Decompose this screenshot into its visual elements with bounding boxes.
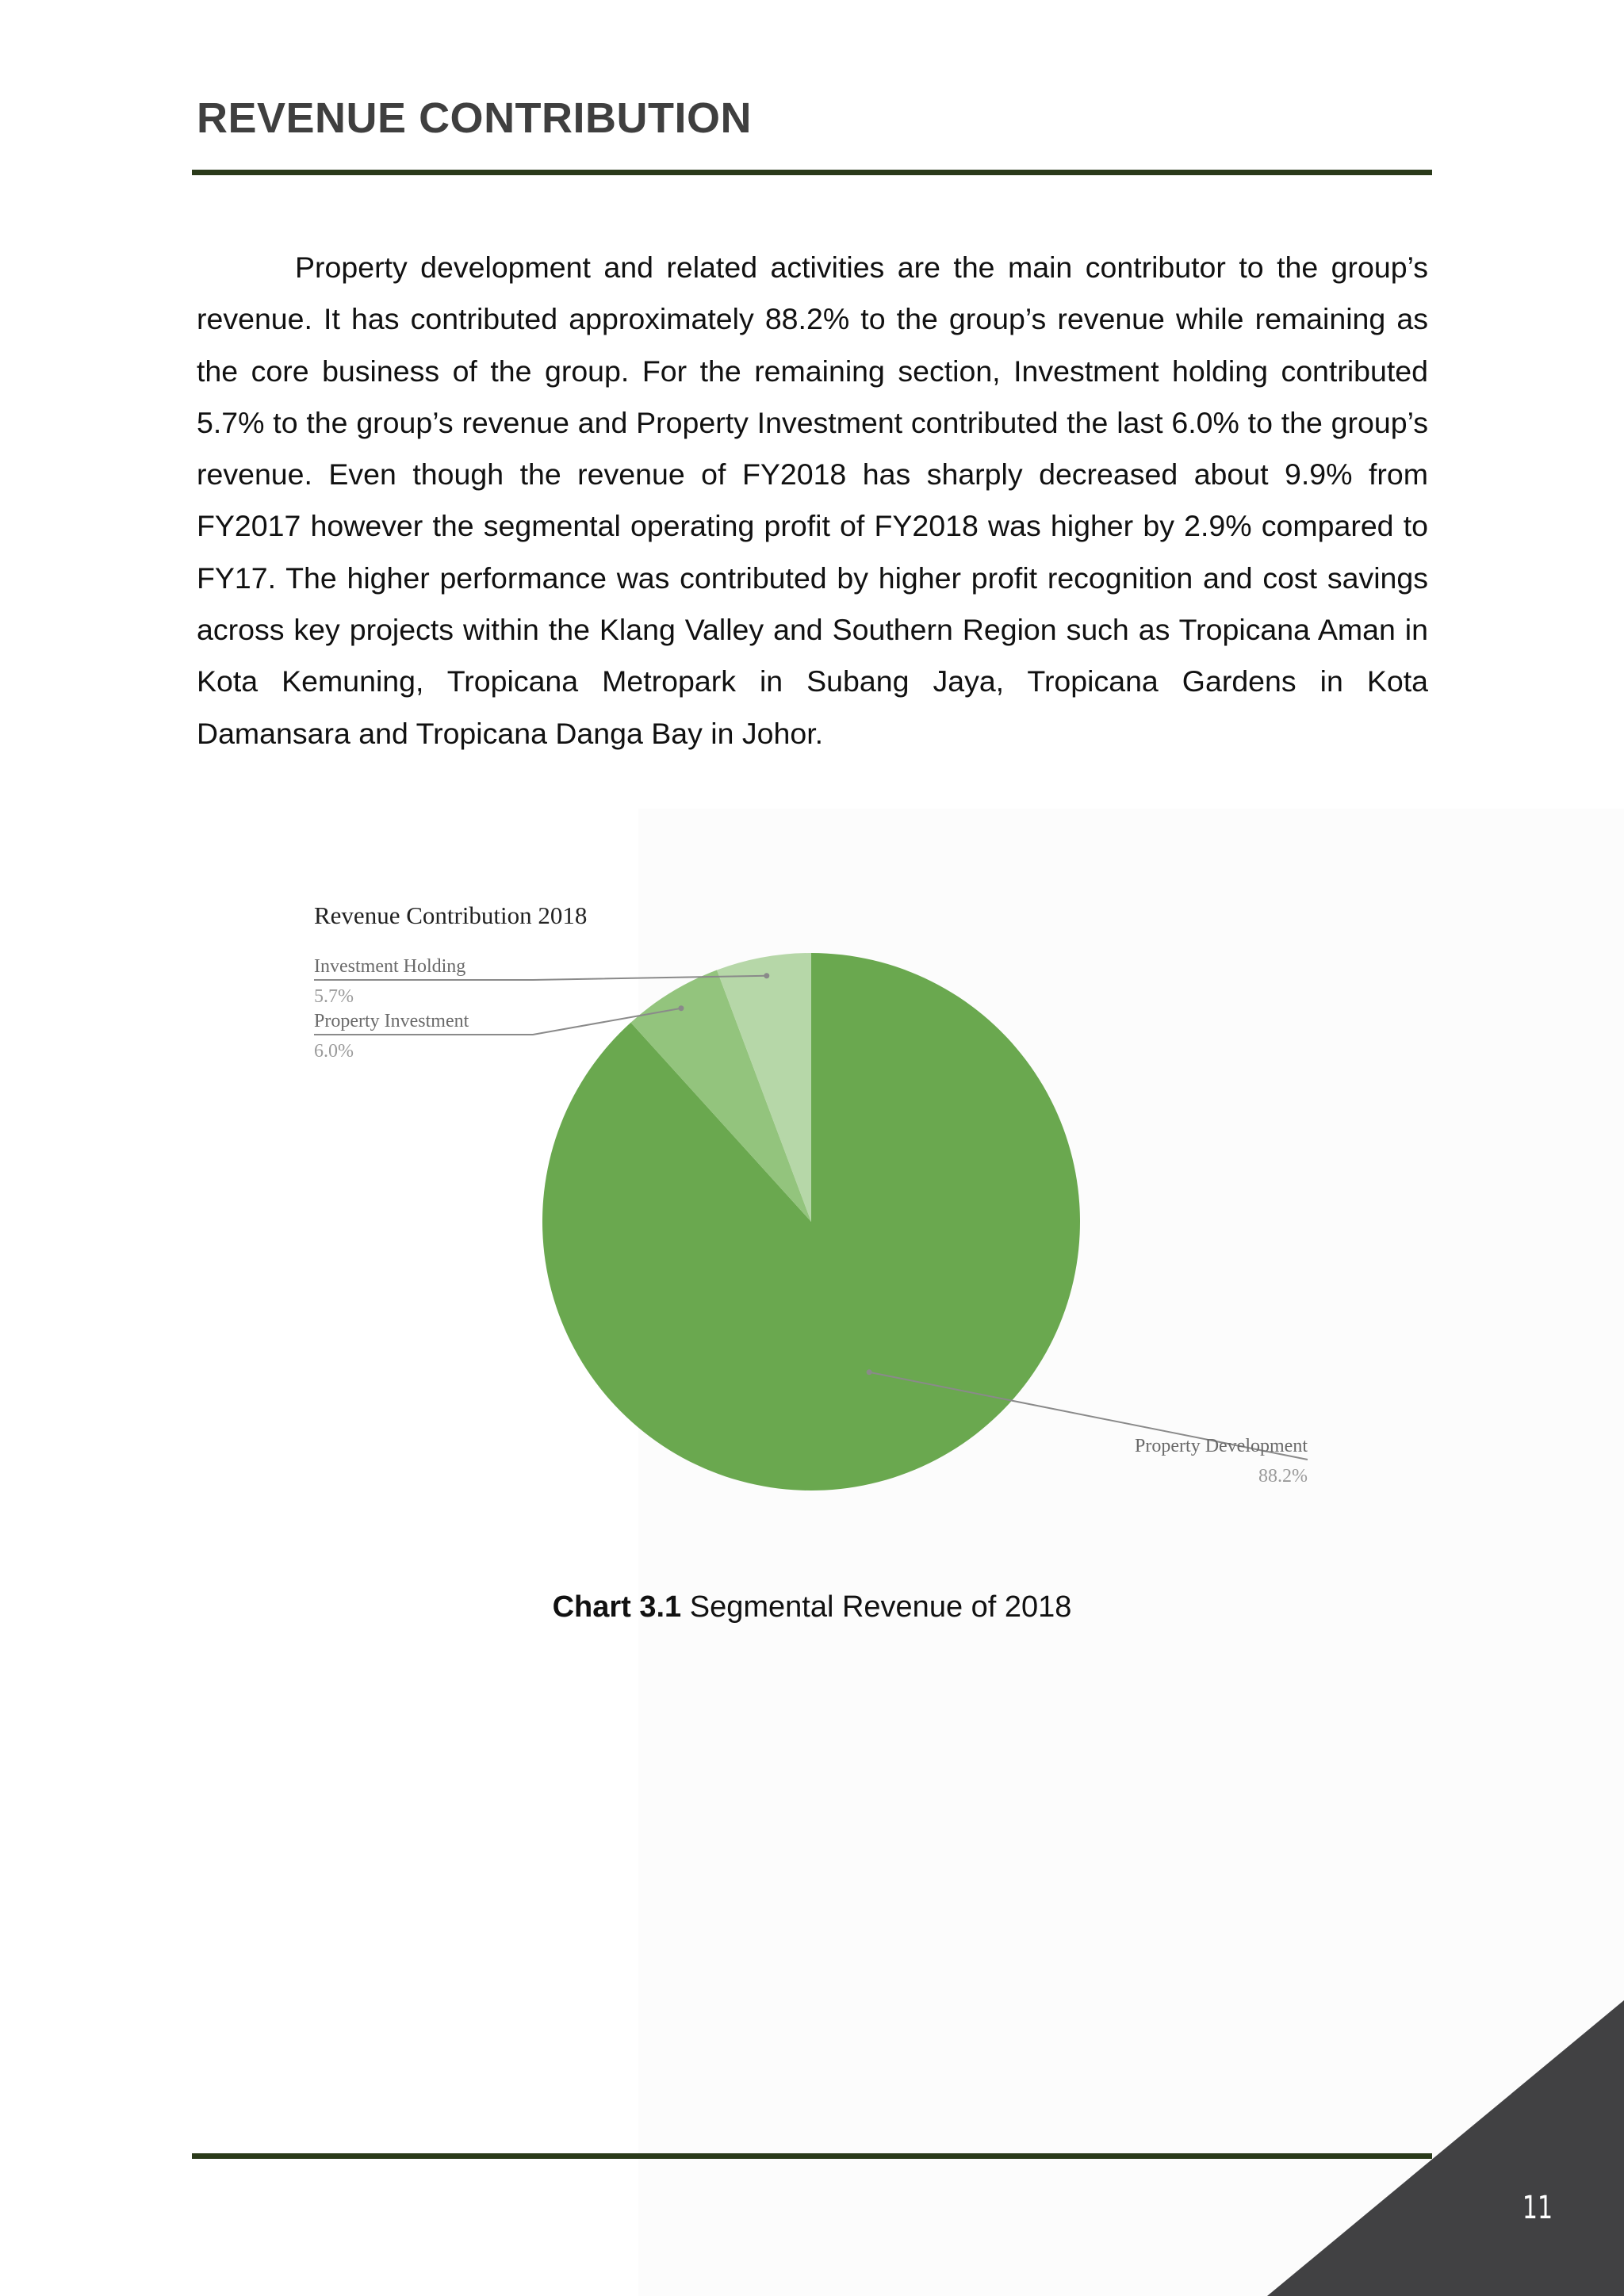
caption-label: Chart 3.1 bbox=[552, 1590, 682, 1624]
callout-line-property-investment bbox=[314, 1008, 681, 1035]
corner-triangle bbox=[1267, 2000, 1624, 2296]
callout-label-property-development: Property Development bbox=[1135, 1436, 1308, 1456]
top-rule bbox=[192, 170, 1432, 175]
callout-value-investment-holding: 5.7% bbox=[314, 986, 354, 1007]
page-heading: REVENUE CONTRIBUTION bbox=[197, 94, 753, 142]
body-paragraph: Property development and related activities are the main contributor to the group’s revenue. It has contributed approximately 88.2% to the group’s revenue while remaining as the core business of the group. For the remaining section, Investment holding contributed 5.7% to the group’s revenue and Property Investment contributed the last 6.0% to the group’s revenue. Even though the revenue of FY2018 has sharply decreased about 9.9% from FY2017 however the segmental operating profit of FY2018 was higher by 2.9% compared to FY17. The higher performance was contributed by higher profit recognition and cost savings across key projects within the Klang Valley and Southern Region such as Tropicana Aman in Kota Kemuning, Tropicana Metropark in Subang Jaya, Tropicana Gardens in Kota Damansara and Tropicana Danga Bay in Johor. bbox=[197, 251, 1428, 750]
callout-value-property-investment: 6.0% bbox=[314, 1041, 354, 1062]
callout-value-property-development: 88.2% bbox=[1258, 1466, 1308, 1487]
page-number: 11 bbox=[1522, 2190, 1553, 2226]
chart-title: Revenue Contribution 2018 bbox=[314, 901, 588, 929]
bottom-rule bbox=[192, 2153, 1432, 2159]
callout-label-property-investment: Property Investment bbox=[314, 1011, 469, 1031]
caption-text: Segmental Revenue of 2018 bbox=[681, 1590, 1072, 1624]
chart-caption bbox=[0, 1590, 1624, 1624]
callout-label-investment-holding: Investment Holding bbox=[314, 956, 466, 977]
